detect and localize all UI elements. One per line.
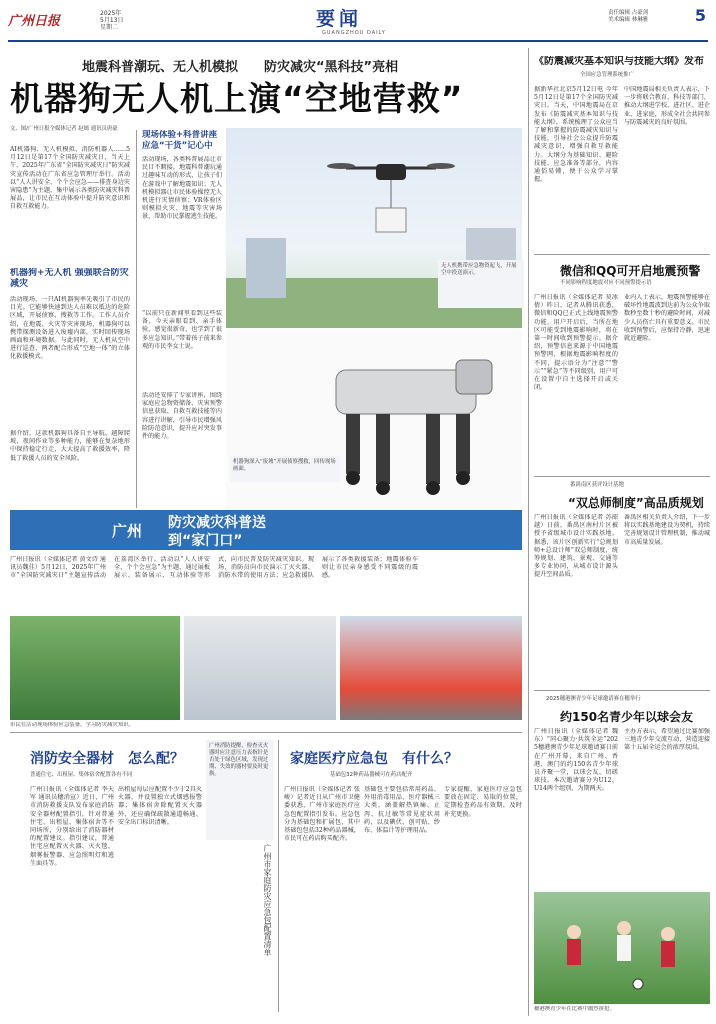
banner-photo-3 xyxy=(340,616,522,720)
section-subtitle: GUANGZHOU DAILY xyxy=(322,30,386,36)
rf-rule xyxy=(534,690,710,691)
rt-col2: 中国地震局相关负责人表示，下一步将联合教育、科技等部门，推动大纲进学校、进社区、进企业、进家庭，形成全社会共同参与防震减灾的良好氛围。 xyxy=(624,86,710,126)
medical-col3: 专家提醒，家庭医疗应急包要放在固定、易取的位置，定期检查药品有效期，及时补充更换。 xyxy=(444,786,522,818)
lead-col1c: 据介绍，这款机器狗具备自主导航、越障爬坡、夜间作业等多种能力，能够在复杂地形中保持稳定行走，大大提高了救援效率，降低了救援人员的安全风险。 xyxy=(10,430,130,462)
rt-subheadline: 全国应急管理系统推广 xyxy=(580,72,634,78)
editor-credits: 责任编辑 占豪剑 美术编辑 林琳雅 xyxy=(608,10,649,23)
bottom-rule xyxy=(10,732,522,733)
medical-subheadline: 基础包32种药品器械可在药店配齐 xyxy=(330,772,413,778)
fire-col1: 广州日报讯（全媒体记者 李天军 通讯员穗消宣）近日，广州市消防救援支队发布家庭消防安全器材配置指引，针对普通住宅、出租屋、集体宿舍等不同场所，分别给出了消防器材的配置建议。指引建议，普通住宅应配置灭火器、灭火毯、烟雾报警器、应急照明灯和逃生面具等。 xyxy=(30,786,114,867)
section-title: 要闻 xyxy=(316,8,363,30)
lead-col2c: 活动还安排了专家讲座，围绕家庭应急物资储备、灾害预警信息获取、自救互救技能等内容进行讲解，引导市民增强风险防范意识，提升应对突发事件的能力。 xyxy=(142,392,222,441)
drone-caption: 无人机携带应急物资起飞，开展空中投送演示。 xyxy=(438,260,524,308)
rm-headline: 微信和QQ可开启地震预警 xyxy=(560,264,701,278)
lead-col1b: 活动现场，一只AI机器狗率先吸引了市民的目光。它能够快速到达人员难以抵达的危险区域，开展侦察、搜救等工作。工作人员介绍，在地震、火灾等灾害现场，机器狗可以携带探测设备进入废墟内部，实时回传现场画面和环境数据。与此同时，无人机从空中进行巡查，两者配合形成“空地一体”的立体化救援模式。 xyxy=(10,296,130,361)
lead-byline: 文、图/广州日报全媒体记者 赵嫣 通讯员唐豪 xyxy=(10,126,118,132)
medical-headline: 家庭医疗应急包 有什么？ xyxy=(290,751,458,767)
banner-place: 广州 xyxy=(112,522,143,540)
rt-rule xyxy=(534,254,710,255)
rt-headline: 《防震减灾基本知识与技能大纲》发布 xyxy=(534,56,704,67)
banner-caption: 市民在活动现场体验应急装备，学习防灾减灾知识。 xyxy=(10,722,134,728)
issue-date: 2025年 5月13日 星期二 xyxy=(100,10,124,31)
rd-col1: 广州日报讯（全媒体记者 苏韶越）日前，番禺区南村片区被授予省级城市设计实践基地。据悉，该片区创新实行“总规划师+总设计师”双总师制度，统筹规划、建筑、景观、交通等多专业协同，从城市设计源头提升空间品质。 xyxy=(534,514,618,579)
rd-col2: 番禺区相关负责人介绍，下一步将以实践基地建设为契机，持续完善规划设计管理机制，推动城市高质量发展。 xyxy=(624,514,710,546)
rm-col1: 广州日报讯（全媒体记者 莫冰倩）昨日，记者从腾讯获悉，微信和QQ已正式上线地震预警功能，用户开启后，当所在地区可能受到地震影响时，将在第一时间收到预警提示。据介绍，预警信息来源于中国地震预警网，根据地震影响程度的不同，提示语分为“注意”“警示”“紧急”等不同级别，用户可在设置中自主选择开启或关闭。 xyxy=(534,294,618,392)
football-photo xyxy=(534,892,710,1004)
lead-col2: 活动现场，各类科普展品让市民目不暇接。地震科普潮玩通过趣味互动的形式，让孩子们在游戏中了解地震知识；无人机模拟器让市民体验操控无人机进行灾情侦察；VR体验区则模拟火灾、地震等灾害场景，帮助市民掌握逃生技能。 xyxy=(142,156,222,221)
robot-dog-caption: 机器狗深入“废墟”开展侦察搜救，回传现场画面。 xyxy=(230,456,340,482)
bottom-divider xyxy=(278,740,279,1012)
banner-photo-1 xyxy=(10,616,180,720)
lead-headline: 机器狗无人机上演“空地营救” xyxy=(10,80,464,118)
robot-dog-illustration xyxy=(226,330,522,520)
rf-headline: 约150名青少年以球会友 xyxy=(560,710,694,724)
robot-dog-photo xyxy=(226,330,522,520)
rm-col2: 业内人士表示，地震预警能够在破坏性地震波到达前为公众争取数秒至数十秒的避险时间，对减少人员伤亡具有重要意义。市民收到预警后，应保持冷静，迅速就近避险。 xyxy=(624,294,710,343)
page-header xyxy=(8,4,708,40)
lead-col1: AI机器狗、无人机模拟、消防机器人……5月12日是第17个全国防灾减灾日，当天上午，2025年广东省“全国防灾减灾日”防灾减灾宣传活动在广东省应急管理厅举行。活动以“人人讲安全、个个会应急——排查身边灾害隐患”为主题，集中展示各类防灾减灾科普展品，让市民在互动体验中提升防灾意识和自救互救能力。 xyxy=(10,146,130,211)
banner-photo-2 xyxy=(184,616,336,720)
fire-subheadline: 普通住宅、出租屋、集体宿舍配置各有不同 xyxy=(30,772,133,778)
rd-headline: “双总师制度”高品质规划 xyxy=(568,496,704,510)
banner-body: 广州日报讯（全媒体记者 黄文诗 通讯员魏佳）5月12日，2025年广州市“全国防灾减灾日”主题宣传活动在荔湾区举行。活动以“人人讲安全、个个会应急”为主题，通过展板展示、装备展示、互动体验等形式，向市民普及防灾减灾知识。现场，消防员向市民演示了灭火器、消防水带的使用方法；应急救援队展示了各类救援装备；地震体验车则让市民亲身感受不同震级的震感。 xyxy=(10,556,418,580)
rf-col1: 广州日报讯（全媒体记者 魏东）“同心聚力·共筑全运”2025穗港澳青少年足球邀请赛日前在广州开幕，来自广州、香港、澳门的约150名青少年球员齐聚一堂，以球会友、切磋球技。本次邀请赛分为U12、U14两个组别，为期两天。 xyxy=(534,728,618,793)
medical-col1: 广州日报讯（全媒体记者 张峻）记者近日从广州市卫健委获悉，广州市家庭医疗应急包配置指引发布。应急包分为基础包和扩展包，其中基础包包括32种药品器械，市民可在药店购买配齐。 xyxy=(284,786,360,843)
football-caption: 穗港澳青少年在比赛中激烈拼抢。 xyxy=(534,1006,615,1012)
column-divider xyxy=(528,48,529,1016)
banner-headline: 防灾减灾科普送到“家门口” xyxy=(168,515,266,549)
lead-col2b: “以前只在新闻里看到这些装备，今天亲眼看到、亲手体验，感觉很新奇，也学到了很多应急知识。”带着孩子前来参观的市民李女士说。 xyxy=(142,310,222,350)
fire-quote: 广州消防提醒，检查灭火器时应注意压力表指针是否处于绿色区域，发现过期、失效的器材要及时更换。 xyxy=(206,740,274,840)
lead-kicker: 地震科普潮玩、无人机模拟 防灾减灾“黑科技”亮相 xyxy=(82,60,399,75)
rd-kicker: 番禺南区获评设计基地 xyxy=(570,482,624,488)
rm-subheadline: 不同影响程度地震对应不同预警提示语 xyxy=(560,280,652,286)
page-number: 5 xyxy=(694,6,706,25)
masthead-logo: 广州日报 xyxy=(8,14,61,29)
medical-col2: 基础包主要包括常用药品、外用消毒用品、医疗器械三大类，涵盖解热镇痛、止泻、抗过敏等常见症状用药，以及碘伏、创可贴、纱布、体温计等护理用品。 xyxy=(364,786,440,835)
header-rule xyxy=(8,40,708,42)
vertical-label: 广州市家庭防灾应急包配置清单 xyxy=(263,844,272,956)
fire-headline: 消防安全器材 怎么配？ xyxy=(30,751,184,767)
rd-rule xyxy=(534,476,710,477)
rf-kicker: 2025穗港澳青少年足球邀请赛在穗举行 xyxy=(546,696,641,702)
lead-subhead-2: 现场体验+科普讲座 应急“干货”记心中 xyxy=(142,130,218,151)
rf-col2: 主办方表示，希望通过比赛加强三地青少年交流互动，营造迎接第十五届全运会的浓厚氛围。 xyxy=(624,728,710,752)
rt-col1: 据新华社北京5月12日电 今年5月12日是第17个全国防灾减灾日。当天，中国地震局在京发布《防震减灾基本知识与技能大纲》，系统梳理了公众应当了解和掌握的防震减灾知识与技能，引导社会公众提升防震减灾意识，增强自救互救能力。大纲分为基础知识、避险技能、应急准备等部分，内容通俗易懂，便于公众学习掌握。 xyxy=(534,86,618,184)
fire-col2: 出租屋每层应配置不少于2具灭火器，并设置独立式烟感报警器；集体宿舍除配置灭火器外，还应确保疏散通道畅通、安全出口标识清晰。 xyxy=(118,786,202,826)
lead-subhead-1: 机器狗+无人机 强强联合防灾减灾 xyxy=(10,268,129,289)
football-illustration xyxy=(534,892,710,1004)
lead-col-divider xyxy=(136,130,137,508)
